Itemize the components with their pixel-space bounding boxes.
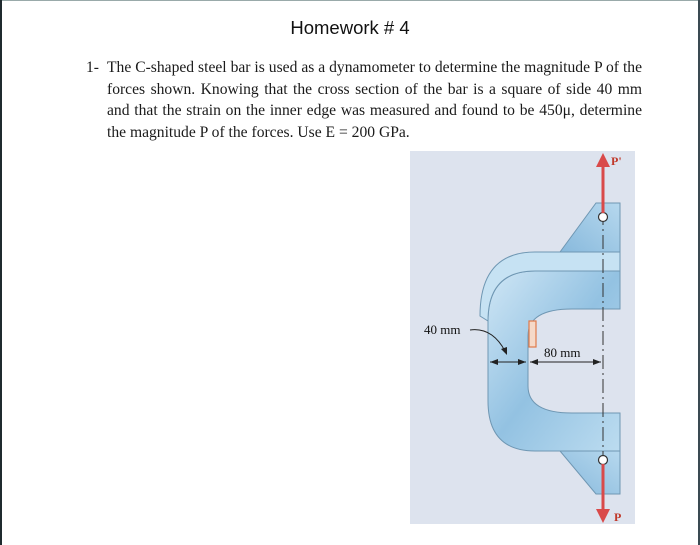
- problem-statement: The C-shaped steel bar is used as a dynamometer to determine the magnitude P of the forces shown. Knowing that the cross section of the bar is a square of side 40 mm and that the strain on the inner edge was measured and found to be 450μ, determine the magnitude P of the forces. Use E = 200 GPa.: [107, 59, 642, 141]
- label-p-prime: P': [611, 154, 622, 168]
- top-pin: [599, 213, 608, 222]
- bottom-pin: [599, 456, 608, 465]
- left-edge: [0, 0, 2, 545]
- label-80mm: 80 mm: [544, 345, 581, 360]
- problem-1: [86, 57, 642, 143]
- label-40mm: 40 mm: [424, 322, 461, 337]
- c-bar-figure: [410, 151, 635, 524]
- strain-gauge: [529, 321, 536, 347]
- label-p: P: [614, 510, 622, 524]
- top-edge: [0, 0, 700, 1]
- problem-number: 1-: [86, 59, 99, 76]
- page-title: Homework # 4: [290, 17, 410, 38]
